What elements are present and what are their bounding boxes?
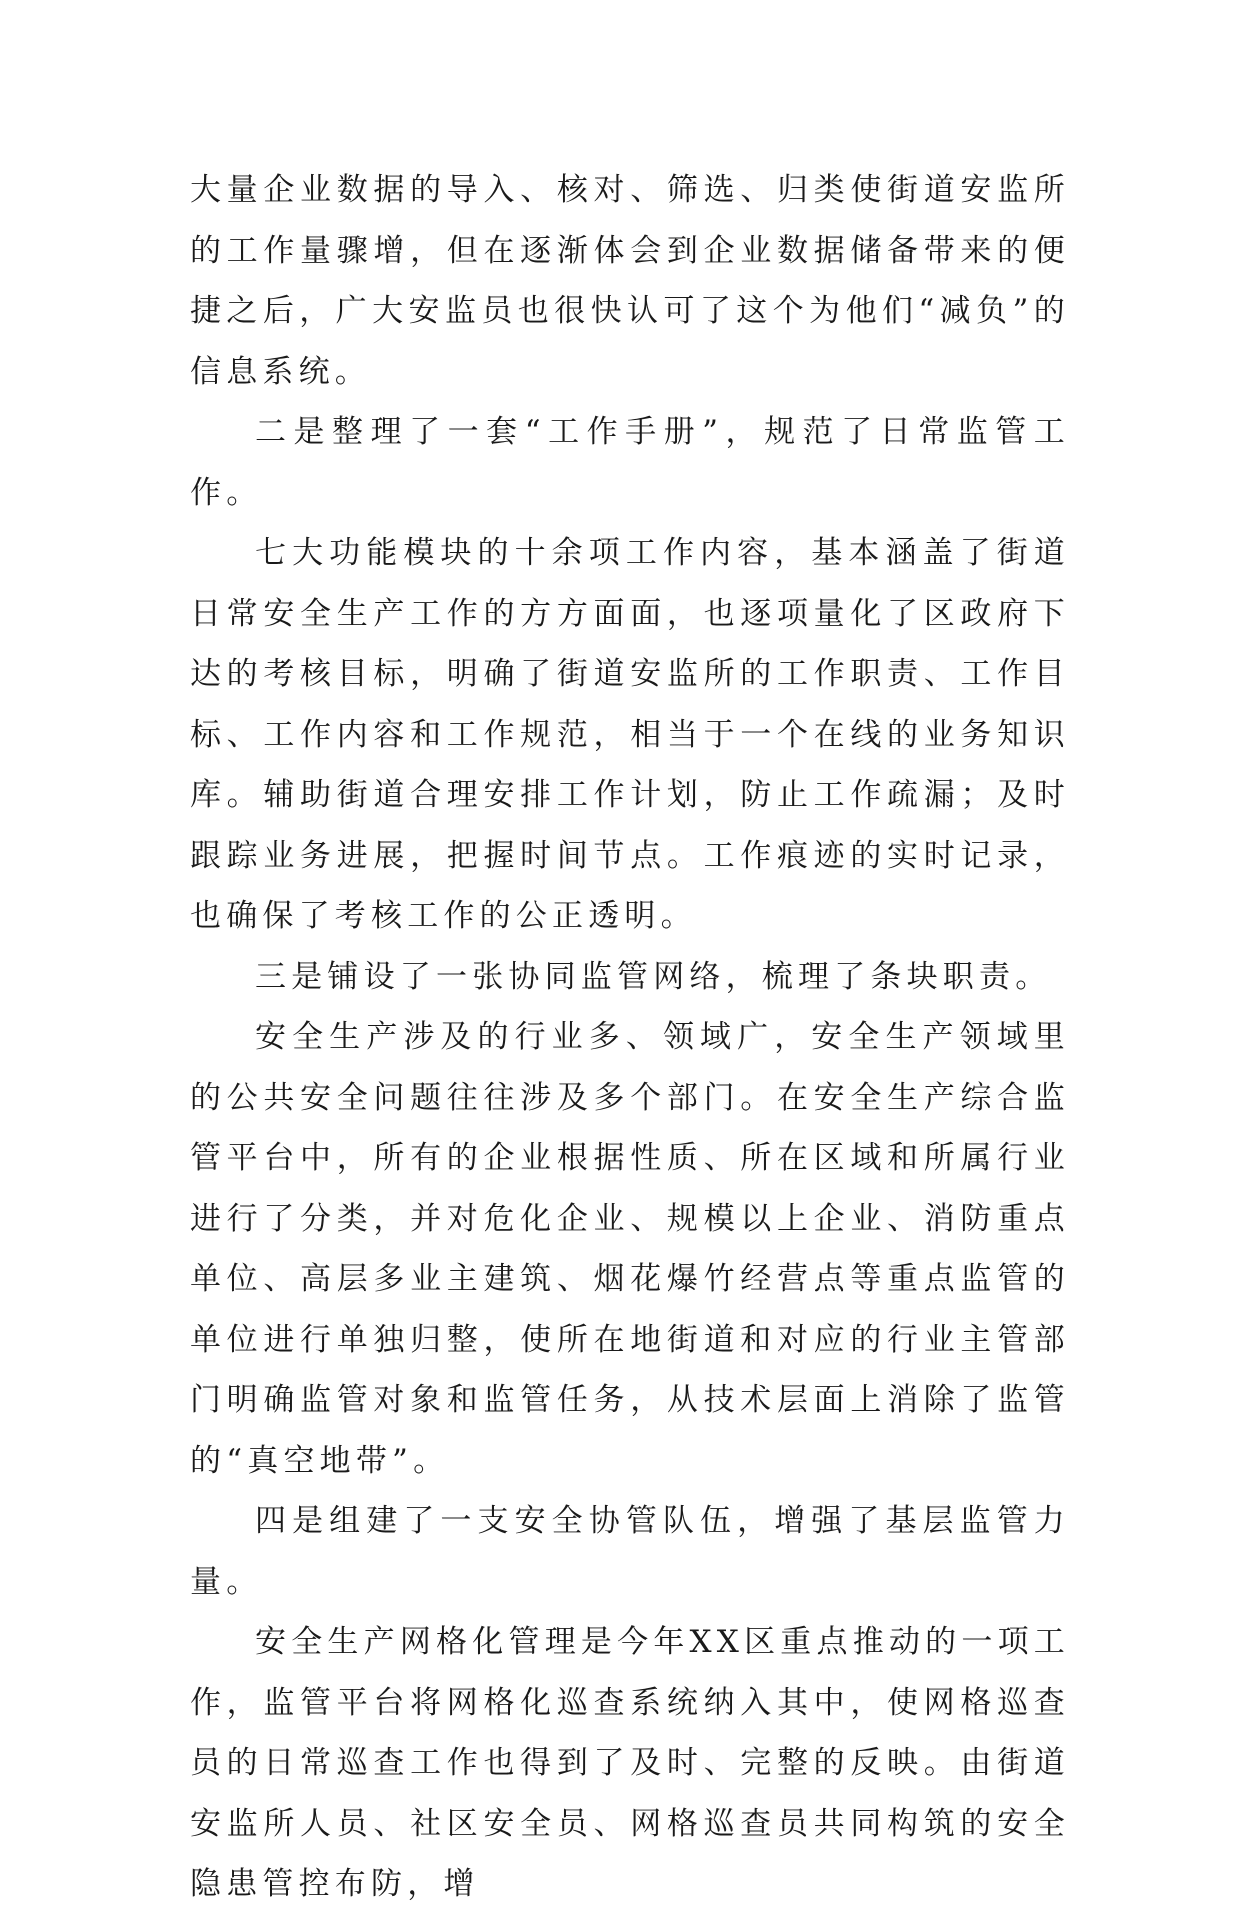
body-text xyxy=(190,160,1070,1915)
paragraph-supervision-network: 安全生产涉及的行业多、领域广，安全生产领域里的公共安全问题往往涉及多个部门。在安全生产综合监管平台中，所有的企业根据性质、所在区域和所属行业进行了分类，并对危化企业、规模以上企业、消防重点单位、高层多业主建筑、烟花爆竹经营点等重点监管的单位进行单独归整，使所在地街道和对应的行业主管部门明确监管对象和监管任务，从技术层面上消除了监管的“真空地带”。 xyxy=(190,1019,1070,1479)
paragraph-grid-management: 安全生产网格化管理是今年XX区重点推动的一项工作，监管平台将网格化巡查系统纳入其中，使网格巡查员的日常巡查工作也得到了及时、完整的反映。由街道安监所人员、社区安全员、网格巡查员共同构筑的安全隐患管控布防，增 xyxy=(190,1624,1070,1902)
paragraph-heading-three: 三是铺设了一张协同监管网络，梳理了条块职责。 xyxy=(255,958,1052,995)
paragraph-heading-two: 二是整理了一套“工作手册”，规范了日常监管工作。 xyxy=(190,414,1070,511)
paragraph-heading-four: 四是组建了一支安全协管队伍，增强了基层监管力量。 xyxy=(190,1503,1070,1600)
paragraph-modules: 七大功能模块的十余项工作内容，基本涵盖了街道日常安全生产工作的方方面面，也逐项量化了区政府下达的考核目标，明确了街道安监所的工作职责、工作目标、工作内容和工作规范，相当于一个在线的业务知识库。辅助街道合理安排工作计划，防止工作疏漏；及时跟踪业务进展，把握时间节点。工作痕迹的实时记录，也确保了考核工作的公正透明。 xyxy=(190,535,1070,934)
paragraph-continuation: 大量企业数据的导入、核对、筛选、归类使街道安监所的工作量骤增，但在逐渐体会到企业数据储备带来的便捷之后，广大安监员也很快认可了这个为他们“减负”的信息系统。 xyxy=(190,172,1070,390)
